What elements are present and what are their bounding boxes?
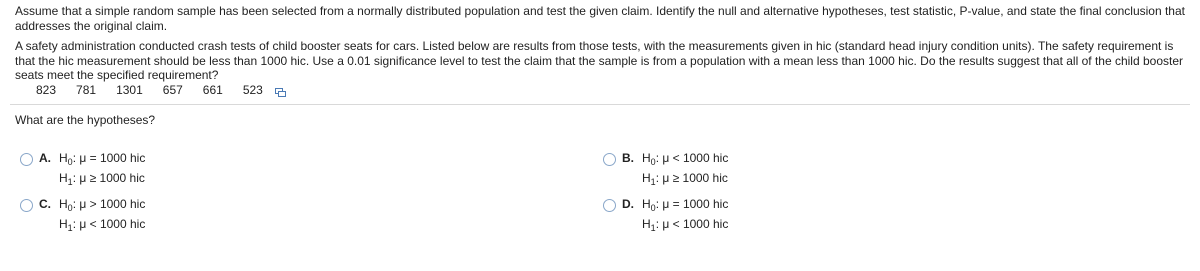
- null-hypothesis: $H_0$: μ < 1000 hic: [642, 151, 729, 167]
- radio-button-icon[interactable]: [603, 199, 616, 212]
- alternative-hypothesis: $H_1$: μ ≥ 1000 hic: [642, 171, 728, 187]
- alternative-hypothesis: $H_1$: μ ≥ 1000 hic: [59, 171, 145, 187]
- instructions-text: Assume that a simple random sample has been selected from a normally distributed population and test the given claim. Identify the null and alternative hypotheses, test statistic, P-value, and state the final conclusion that addresses the original claim.: [15, 4, 1185, 33]
- radio-button-icon[interactable]: [603, 153, 616, 166]
- hypotheses: [59, 194, 145, 234]
- data-value: 661: [202, 83, 223, 97]
- data-values-row: [36, 83, 286, 97]
- hypotheses: [59, 148, 145, 188]
- data-value: 657: [162, 83, 183, 97]
- section-divider: [10, 104, 1190, 105]
- alternative-hypothesis: $H_1$: μ < 1000 hic: [642, 217, 729, 233]
- option-a[interactable]: [20, 151, 145, 188]
- option-d[interactable]: [603, 197, 728, 234]
- alternative-hypothesis: $H_1$: μ < 1000 hic: [59, 217, 146, 233]
- option-letter: C.: [39, 197, 51, 211]
- option-letter: A.: [39, 151, 51, 165]
- option-letter: B.: [622, 151, 634, 165]
- null-hypothesis: $H_0$: μ = 1000 hic: [642, 197, 729, 213]
- hypotheses: [642, 194, 728, 234]
- problem-text: A safety administration conducted crash tests of child booster seats for cars. Listed below are results from those tests, with the measurements given in hic (standard head injury condition units). The safety requirement is that the hic measurement should be less than 1000 hic. Use a 0.01 significance level to test the claim that the sample is from a population with a mean less than 1000 hic. Do the results suggest that all of the child booster seats meet the specified requirement?: [15, 39, 1183, 82]
- hypotheses: [642, 148, 728, 188]
- data-value: 781: [76, 83, 97, 97]
- option-letter: D.: [622, 197, 634, 211]
- radio-button-icon[interactable]: [20, 153, 33, 166]
- data-value: 823: [36, 83, 57, 97]
- question-text: What are the hypotheses?: [15, 113, 156, 127]
- option-c[interactable]: [20, 197, 145, 234]
- null-hypothesis: $H_0$: μ > 1000 hic: [59, 197, 146, 213]
- null-hypothesis: $H_0$: μ = 1000 hic: [59, 151, 146, 167]
- radio-button-icon[interactable]: [20, 199, 33, 212]
- option-b[interactable]: [603, 151, 728, 188]
- copy-data-icon[interactable]: [275, 86, 286, 95]
- data-value: 523: [242, 83, 263, 97]
- data-value: 1301: [116, 83, 143, 97]
